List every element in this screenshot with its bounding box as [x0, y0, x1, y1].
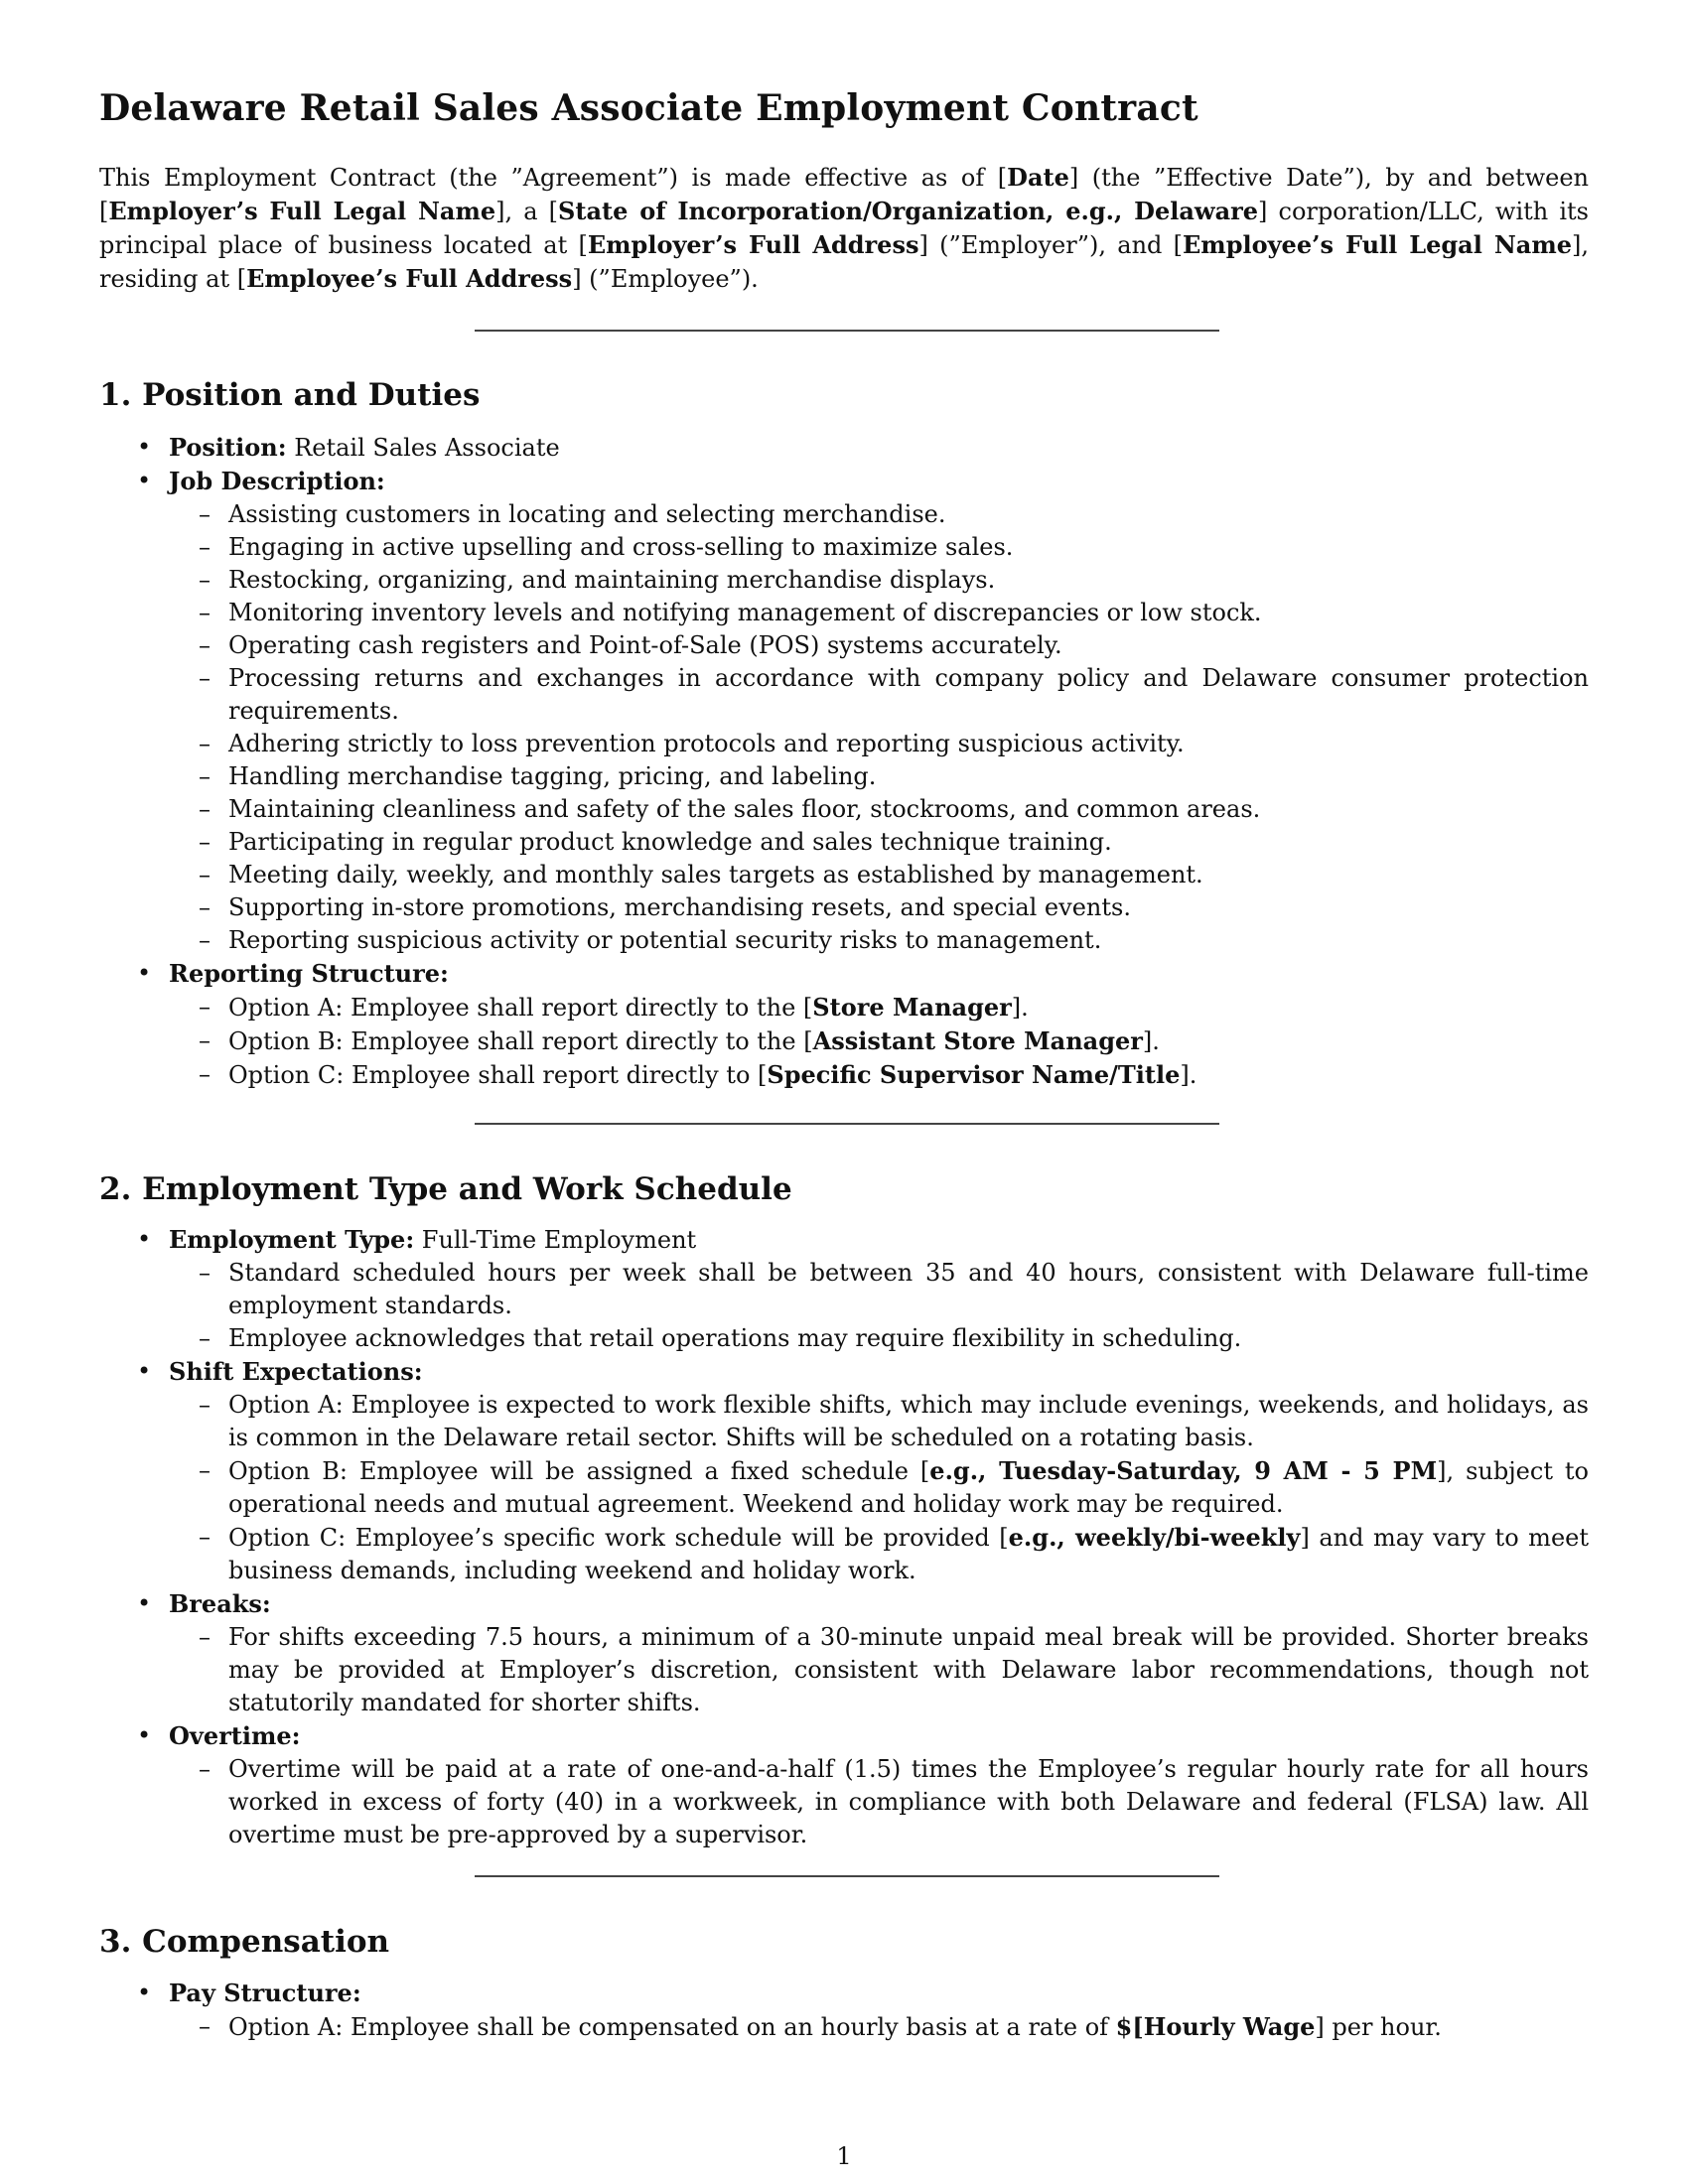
intro-text: ], residing at [	[99, 231, 1589, 293]
duty-item: – Processing returns and exchanges in accordance with company policy and Delaware consumer protection requirements.	[169, 662, 1589, 728]
assistant-manager-placeholder: Assistant Store Manager	[812, 1026, 1143, 1055]
section-1-heading: 1. Position and Duties	[99, 377, 481, 413]
reporting-option-c	[169, 1058, 1589, 1092]
option-text: ] and may vary to meet business demands, including weekend and holiday work.	[228, 1524, 1589, 1584]
shift-expectations-label: Shift Expectations:	[169, 1357, 423, 1386]
intro-text: ] corporation/LLC, with its principal place of business located at [	[99, 198, 1589, 259]
section-divider	[475, 1123, 1219, 1125]
list-item: – Overtime will be paid at a rate of one-and-a-half (1.5) times the Employee’s regular hourly rate for all hours worked in excess of forty (40) in a workweek, in compliance with both Delaware and federal (FLSA) law. All overtime must be pre-approved by a supervisor.	[169, 1753, 1589, 1851]
duties-list	[169, 498, 1589, 957]
duty-item: – Maintaining cleanliness and safety of the sales floor, stockrooms, and common areas.	[169, 793, 1589, 826]
section-2-list	[99, 1223, 1589, 1851]
shift-options-list	[169, 1389, 1589, 1587]
option-text: ].	[1011, 994, 1029, 1022]
shift-expectations-item	[99, 1355, 1589, 1587]
intro-text: ] (the ”Effective Date”), by and between [	[99, 164, 1590, 225]
intro-text: ] (”Employer”), and [	[918, 231, 1184, 259]
pay-options-list	[169, 2010, 1589, 2044]
pay-structure-item	[99, 1977, 1589, 2044]
store-manager-placeholder: Store Manager	[812, 993, 1012, 1022]
supervisor-placeholder: Specific Supervisor Name/Title	[767, 1060, 1181, 1089]
duty-item: – Participating in regular product knowledge and sales technique training.	[169, 826, 1589, 859]
pay-structure-label: Pay Structure:	[169, 1979, 361, 2007]
duty-item: – Supporting in-store promotions, merchandising resets, and special events.	[169, 891, 1589, 924]
pay-option-a	[169, 2010, 1589, 2044]
shift-option-c	[169, 1521, 1589, 1587]
section-3-list	[99, 1977, 1589, 2044]
overtime-label: Overtime:	[169, 1721, 301, 1750]
shift-option-a: – Option A: Employee is expected to work flexible shifts, which may include evenings, weekends, and holidays, as is common in the Delaware retail sector. Shifts will be scheduled on a rotating basis.	[169, 1389, 1589, 1454]
section-1-list	[99, 431, 1589, 1092]
breaks-item	[99, 1587, 1589, 1719]
breaks-label: Breaks:	[169, 1589, 271, 1618]
fixed-schedule-placeholder: e.g., Tuesday-Saturday, 9 AM - 5 PM	[929, 1456, 1438, 1485]
section-divider	[475, 1875, 1219, 1877]
position-label: Position:	[169, 433, 287, 462]
shift-option-b	[169, 1454, 1589, 1521]
reporting-option-b	[169, 1024, 1589, 1058]
duty-item: – Monitoring inventory levels and notifying management of discrepancies or low stock.	[169, 597, 1589, 629]
employer-name-placeholder: Employer’s Full Legal Name	[108, 197, 496, 225]
hourly-wage-placeholder: $[Hourly Wage	[1115, 2012, 1316, 2041]
option-text: ], subject to operational needs and mutual agreement. Weekend and holiday work may be required.	[228, 1457, 1590, 1518]
job-description-item	[99, 465, 1589, 957]
overtime-item	[99, 1719, 1589, 1851]
duty-item: – Assisting customers in locating and selecting merchandise.	[169, 498, 1589, 531]
duty-item: – Reporting suspicious activity or potential security risks to management.	[169, 924, 1589, 957]
option-text: Option A: Employee shall be compensated on an hourly basis at a rate of	[228, 2013, 1116, 2041]
reporting-options-list	[169, 991, 1589, 1092]
section-2-heading: 2. Employment Type and Work Schedule	[99, 1171, 792, 1207]
job-description-label: Job Description:	[169, 467, 385, 495]
position-value: Retail Sales Associate	[286, 434, 560, 462]
reporting-structure-label: Reporting Structure:	[169, 959, 449, 988]
option-text: Option C: Employee’s specific work schedule will be provided [	[228, 1524, 1009, 1552]
option-text: Option B: Employee will be assigned a fixed schedule [	[228, 1457, 930, 1485]
section-divider	[475, 330, 1219, 332]
employee-name-placeholder: Employee’s Full Legal Name	[1183, 230, 1572, 259]
state-placeholder: State of Incorporation/Organization, e.g., Delaware	[558, 197, 1259, 225]
overtime-list	[169, 1753, 1589, 1851]
duty-item: – Meeting daily, weekly, and monthly sales targets as established by management.	[169, 859, 1589, 891]
reporting-structure-item	[99, 957, 1589, 1092]
option-text: Option C: Employee shall report directly to [	[228, 1061, 768, 1089]
option-text: ].	[1142, 1027, 1160, 1055]
duty-item: – Operating cash registers and Point-of-Sale (POS) systems accurately.	[169, 629, 1589, 662]
employee-address-placeholder: Employee’s Full Address	[246, 264, 573, 293]
breaks-list	[169, 1621, 1589, 1719]
option-text: ] per hour.	[1315, 2013, 1442, 2041]
employment-type-label: Employment Type:	[169, 1225, 415, 1254]
employment-type-item	[99, 1223, 1589, 1355]
option-text: Option B: Employee shall report directly to the [	[228, 1027, 813, 1055]
intro-text: This Employment Contract (the ”Agreement”) is made effective as of [	[99, 164, 1008, 192]
intro-text: ], a [	[495, 198, 559, 225]
intro-text: ] (”Employee”).	[572, 265, 759, 293]
schedule-frequency-placeholder: e.g., weekly/bi-weekly	[1008, 1523, 1301, 1552]
duty-item: – Handling merchandise tagging, pricing, and labeling.	[169, 760, 1589, 793]
employer-address-placeholder: Employer’s Full Address	[587, 230, 919, 259]
duty-item: – Adhering strictly to loss prevention protocols and reporting suspicious activity.	[169, 728, 1589, 760]
page-number: 1	[836, 2142, 852, 2170]
intro-paragraph	[99, 161, 1589, 296]
list-item: – Standard scheduled hours per week shall be between 35 and 40 hours, consistent with Delaware full-time employment standards.	[169, 1257, 1589, 1322]
option-text: ].	[1180, 1061, 1197, 1089]
employment-type-list	[169, 1257, 1589, 1355]
option-text: Option A: Employee shall report directly to the [	[228, 994, 813, 1022]
document-title: Delaware Retail Sales Associate Employment Contract	[99, 87, 1198, 129]
duty-item: – Engaging in active upselling and cross-selling to maximize sales.	[169, 531, 1589, 564]
list-item: – Employee acknowledges that retail operations may require flexibility in scheduling.	[169, 1322, 1589, 1355]
duty-item: – Restocking, organizing, and maintaining merchandise displays.	[169, 564, 1589, 597]
employment-type-value: Full-Time Employment	[414, 1226, 697, 1254]
section-3-heading: 3. Compensation	[99, 1924, 390, 1960]
position-item	[99, 431, 1589, 465]
reporting-option-a	[169, 991, 1589, 1024]
date-placeholder: Date	[1007, 163, 1069, 192]
list-item: – For shifts exceeding 7.5 hours, a minimum of a 30-minute unpaid meal break will be provided. Shorter breaks may be provided at Employer’s discretion, consistent with Delaware labor recommendations, though not statutorily mandated for shorter shifts.	[169, 1621, 1589, 1719]
